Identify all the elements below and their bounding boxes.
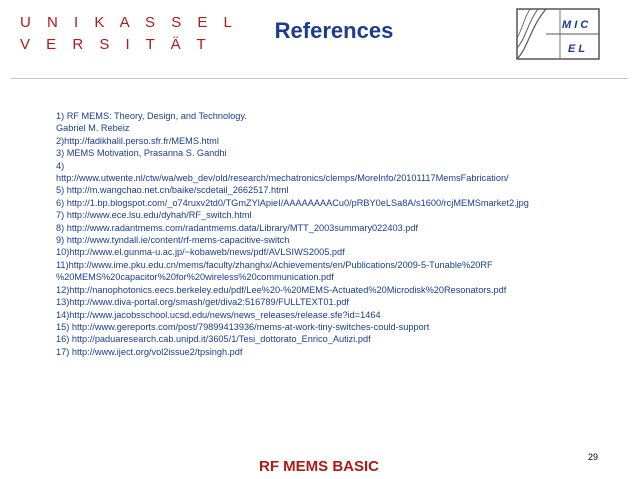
reference-line: 15) http://www.gereports.com/post/79899413936/mems-at-work-tiny-switches-could-support bbox=[56, 321, 430, 332]
reference-line: 7) http://www.ece.lsu.edu/dyhah/RF_switch.html bbox=[56, 210, 252, 221]
reference-line: 13)http://www.diva-portal.org/smash/get/diva2:516789/FULLTEXT01.pdf bbox=[56, 297, 349, 308]
reference-line: 5) http://m.wangchao.net.cn/baike/scdetail_2662517.html bbox=[56, 185, 289, 196]
reference-list bbox=[56, 110, 626, 358]
micel-logo bbox=[516, 8, 600, 60]
reference-line: Gabriel M. Rebeiz bbox=[56, 123, 130, 134]
page-title: References bbox=[274, 18, 394, 43]
reference-line: 3) MEMS Motivation, Prasanna S. Gandhi bbox=[56, 148, 227, 159]
university-logo-line2: V E R S I T Ä T bbox=[20, 36, 212, 53]
micel-bottom-text: E L bbox=[568, 43, 586, 55]
university-logo-line1: U N I K A S S E L bbox=[20, 14, 238, 31]
reference-line: 16) http://paduaresearch.cab.unipd.it/3605/1/Tesi_dottorato_Enrico_Autizi.pdf bbox=[56, 334, 371, 345]
reference-line: 17) http://www.iject.org/vol2issue2/tpsingh.pdf bbox=[56, 346, 243, 357]
reference-line: 10)http://www.el.gunma-u.ac.jp/~kobaweb/news/pdf/AVLSIWS2005.pdf bbox=[56, 247, 345, 258]
reference-line: 9) http://www.tyndall.ie/content/rf-mems-capacitive-switch bbox=[56, 235, 290, 246]
reference-line: 4) bbox=[56, 160, 65, 171]
reference-line: http://www.utwente.nl/ctw/wa/web_dev/old/research/mechatronics/clemps/MoreInfo/20101117MemsFabrication/ bbox=[56, 173, 509, 184]
micel-top-text: M I C bbox=[562, 19, 589, 31]
footer-title: RF MEMS BASIC bbox=[259, 458, 379, 475]
reference-line: 14)http://www.jacobsschool.ucsd.edu/news/news_releases/release.sfe?id=1464 bbox=[56, 309, 381, 320]
header-divider bbox=[10, 78, 628, 79]
reference-line: 8) http://www.radantmems.com/radantmems.data/Library/MTT_2003summary022403.pdf bbox=[56, 222, 419, 233]
page-number: 29 bbox=[588, 452, 599, 462]
reference-line: %20MEMS%20capacitor%20for%20wireless%20communication.pdf bbox=[56, 272, 334, 283]
reference-line: 2)http://fadikhalil.perso.sfr.fr/MEMS.html bbox=[56, 135, 219, 146]
reference-line: 12)http://nanophotonics.eecs.berkeley.edu/pdf/Lee%20-%20MEMS-Actuated%20Microdisk%20Resonators.pdf bbox=[56, 284, 507, 295]
reference-line: 1) RF MEMS: Theory, Design, and Technology. bbox=[56, 111, 247, 121]
reference-line: 11)http://www.ime.pku.edu.cn/mems/faculty/zhanghx/Achievements/en/Publications/2009-5-Tunable%20RF bbox=[56, 259, 493, 270]
reference-line: 6) http://1.bp.blogspot.com/_o74ruxv2td0/TGmZYlApieI/AAAAAAAACu0/pRBY0eLSa8A/s1600/rcjMEMSmarket2.jpg bbox=[56, 197, 529, 208]
